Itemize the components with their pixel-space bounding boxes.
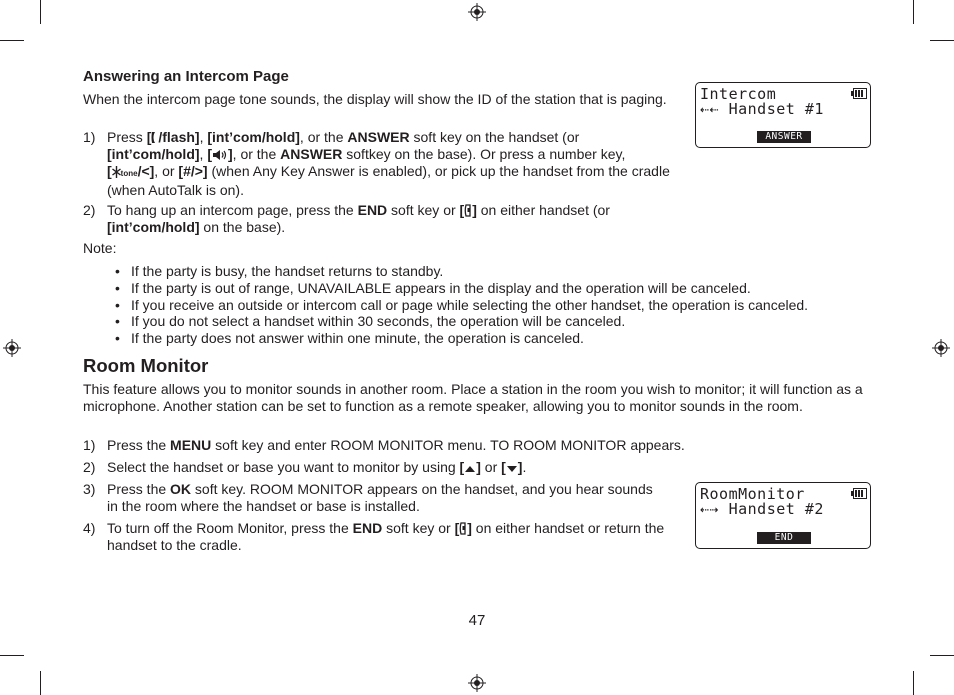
room-monitor-step-2: Select the handset or base you want to monitor by using [ ] or [ ].	[107, 459, 527, 475]
crop-mark	[930, 655, 954, 656]
crop-mark	[40, 671, 41, 695]
lcd-line-1: Intercom	[700, 85, 777, 103]
list-item: • If the party does not answer within one minute, the operation is canceled.	[115, 330, 808, 347]
list-item: • If the party is out of range, UNAVAILABLE appears in the display and the operation will be canceled.	[115, 280, 808, 297]
crop-mark	[913, 671, 914, 695]
registration-mark-icon	[3, 339, 21, 357]
step-number: 2)	[83, 459, 96, 475]
room-monitor-step-4: To turn off the Room Monitor, press the END soft key or [ ] on either handset or return the handset to the cradle.	[107, 520, 665, 553]
crop-mark	[0, 655, 24, 656]
lcd-display-intercom	[695, 82, 871, 148]
lcd-line-2: ⇠⇠ Handset #1	[700, 100, 824, 118]
step-number: 4)	[83, 520, 96, 536]
registration-mark-icon	[932, 339, 950, 357]
step-number: 2)	[83, 202, 96, 218]
list-item: • If you receive an outside or intercom call or page while selecting the other handset, the operation is canceled.	[115, 297, 808, 314]
intercom-step-1: Press [ /flash], [int’com/hold], or the ANSWER soft key on the handset (or [int’com/hold], [ ], or the ANSWER softkey on the base). Or press a number key, [ tone/<], or [#/>] (when Any Key Answer is enabled), or pick up the handset from the cradle (when AutoTalk is on).	[107, 129, 670, 198]
room-monitor-step-3: Press the OK soft key. ROOM MONITOR appears on the handset, and you hear sounds in the room where the handset or base is installed.	[107, 481, 653, 514]
lcd-display-room-monitor	[695, 482, 871, 549]
speaker-icon	[212, 149, 228, 161]
up-arrow-icon	[464, 464, 476, 474]
lcd-line-1: RoomMonitor	[700, 485, 805, 503]
list-item: • If the party is busy, the handset returns to standby.	[115, 263, 808, 280]
room-monitor-step-1: Press the MENU soft key and enter ROOM MONITOR menu. TO ROOM MONITOR appears.	[107, 437, 685, 453]
intercom-intro: When the intercom page tone sounds, the display will show the ID of the station that is paging.	[83, 91, 667, 107]
page-number: 47	[468, 612, 486, 629]
down-arrow-icon	[506, 464, 518, 474]
room-monitor-intro: This feature allows you to monitor sounds in another room. Place a station in the room you wish to monitor; it will function as a microphone. Another station can be set to function as a remote speaker, allowing you to monitor sounds in the room.	[83, 381, 863, 414]
softkey-label: ANSWER	[757, 131, 811, 143]
section-heading-intercom: Answering an Intercom Page	[83, 68, 289, 85]
step-number: 3)	[83, 481, 96, 497]
step-number: 1)	[83, 129, 96, 145]
registration-mark-icon	[468, 674, 486, 692]
step-number: 1)	[83, 437, 96, 453]
registration-mark-icon	[468, 3, 486, 21]
list-item: • If you do not select a handset within 30 seconds, the operation will be canceled.	[115, 313, 808, 330]
note-label: Note:	[83, 240, 117, 256]
section-heading-room-monitor: Room Monitor	[83, 355, 209, 376]
battery-icon	[853, 488, 867, 499]
crop-mark	[930, 40, 954, 41]
crop-mark	[0, 40, 24, 41]
end-call-icon	[464, 204, 472, 217]
lcd-line-2: ⇠⇢ Handset #2	[700, 500, 824, 518]
notes-list	[115, 263, 808, 347]
crop-mark	[40, 0, 41, 24]
intercom-step-2: To hang up an intercom page, press the END soft key or [ ] on either handset (or [int’com/hold] on the base).	[107, 202, 610, 235]
softkey-label: END	[757, 532, 811, 544]
battery-icon	[853, 88, 867, 99]
star-key-icon	[112, 166, 121, 178]
crop-mark	[913, 0, 914, 24]
